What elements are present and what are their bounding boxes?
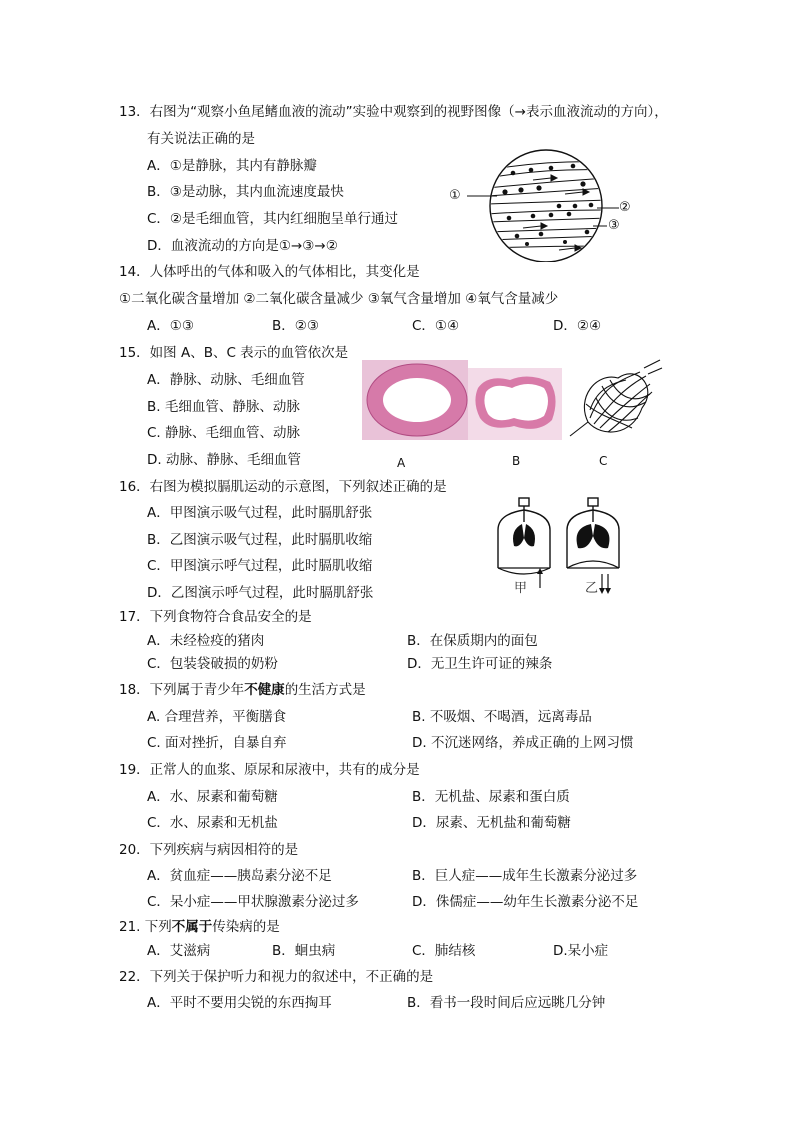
q16-option-a: A．甲图演示吸气过程，此时膈肌舒张 (147, 505, 373, 521)
q19-stem: 19．正常人的血浆、原尿和尿液中，共有的成分是 (119, 762, 420, 778)
q18-option-c: C. 面对挫折，自暴自弃 (147, 735, 287, 751)
q14-items: ①二氧化碳含量增加 ②二氧化碳含量减少 ③氧气含量增加 ④氧气含量减少 (119, 291, 559, 307)
q18-stem-post: 的生活方式是 (284, 682, 366, 698)
fig-label-1: ① (449, 188, 461, 203)
q18-stem (119, 681, 366, 699)
q21-stem-post: 传染病的是 (212, 919, 280, 935)
blood-flow-figure (447, 148, 637, 262)
q14-option-a: A．①③ (147, 318, 194, 334)
q14-option-d: D．②④ (553, 318, 602, 334)
q16-option-b: B．乙图演示吸气过程，此时膈肌收缩 (147, 532, 373, 548)
q21-option-a: A．艾滋病 (147, 943, 211, 959)
q18-option-b: B. 不吸烟、不喝酒，远离毒品 (412, 709, 592, 725)
q13-option-a: A．①是静脉，其内有静脉瓣 (147, 158, 317, 174)
q22-option-a: A．平时不要用尖锐的东西掏耳 (147, 995, 332, 1011)
fig-label-3: ③ (608, 218, 620, 233)
q17-option-d: D．无卫生许可证的辣条 (407, 656, 553, 672)
q19-option-b: B．无机盐、尿素和蛋白质 (412, 789, 570, 805)
q15-stem: 15．如图 A、B、C 表示的血管依次是 (119, 345, 349, 361)
q15-option-b: B. 毛细血管、静脉、动脉 (147, 399, 300, 415)
q17-option-b: B．在保质期内的面包 (407, 633, 538, 649)
q13-option-b: B．③是动脉，其内血流速度最快 (147, 184, 344, 200)
q13-stem-line2: 有关说法正确的是 (147, 131, 255, 147)
q22-stem: 22．下列关于保护听力和视力的叙述中，不正确的是 (119, 969, 434, 985)
q19-option-a: A．水、尿素和葡萄糖 (147, 789, 278, 805)
q19-option-d: D．尿素、无机盐和葡萄糖 (412, 815, 571, 831)
q16-option-c: C．甲图演示呼气过程，此时膈肌收缩 (147, 558, 373, 574)
q21-stem (119, 918, 280, 936)
q18-stem-bold: 不健康 (244, 682, 285, 698)
figure-jia-label: 甲 (514, 581, 528, 596)
q18-option-d: D. 不沉迷网络，养成正确的上网习惯 (412, 735, 634, 751)
q16-stem: 16．右图为模拟膈肌运动的示意图，下列叙述正确的是 (119, 479, 447, 495)
q20-option-d: D．侏儒症——幼年生长激素分泌不足 (412, 894, 639, 910)
q17-stem: 17．下列食物符合食品安全的是 (119, 609, 312, 625)
q18-stem-pre: 18．下列属于青少年 (119, 682, 245, 698)
q22-option-b: B．看书一段时间后应远眺几分钟 (407, 995, 606, 1011)
vessel-a-label: A (397, 456, 406, 470)
fig-label-2: ② (619, 200, 631, 215)
q21-option-d: D.呆小症 (553, 943, 609, 959)
q21-stem-bold: 不属于 (171, 919, 213, 935)
q21-option-c: C．肺结核 (412, 943, 476, 959)
q16-option-d: D．乙图演示呼气过程，此时膈肌舒张 (147, 585, 374, 601)
q20-stem: 20．下列疾病与病因相符的是 (119, 842, 299, 858)
vessel-b-image (468, 368, 562, 440)
q13-option-c: C．②是毛细血管，其内红细胞呈单行通过 (147, 211, 399, 227)
vessel-b-label: B (512, 454, 521, 468)
q15-option-d: D. 动脉、静脉、毛细血管 (147, 452, 301, 468)
q13-stem-line1: 13．右图为“观察小鱼尾鳍血液的流动”实验中观察到的视野图像（→表示血液流动的方向）， (119, 104, 668, 120)
q15-option-a: A．静脉、动脉、毛细血管 (147, 372, 305, 388)
vessel-a-image (362, 360, 468, 440)
q19-option-c: C．水、尿素和无机盐 (147, 815, 278, 831)
q15-option-c: C. 静脉、毛细血管、动脉 (147, 425, 301, 441)
q14-option-c: C．①④ (412, 318, 460, 334)
q17-option-c: C．包装袋破损的奶粉 (147, 656, 278, 672)
vessel-c-image (566, 358, 664, 442)
q14-stem: 14．人体呼出的气体和吸入的气体相比，其变化是 (119, 264, 420, 280)
q20-option-b: B．巨人症——成年生长激素分泌过多 (412, 868, 638, 884)
q21-stem-pre: 21. 下列 (119, 919, 172, 935)
figure-yi-label: 乙 (585, 581, 599, 596)
q18-option-a: A. 合理营养，平衡膳食 (147, 709, 287, 725)
q17-option-a: A．未经检疫的猪肉 (147, 633, 265, 649)
q20-option-a: A．贫血症——胰岛素分泌不足 (147, 868, 332, 884)
diaphragm-model-figure (492, 496, 632, 598)
q20-option-c: C．呆小症——甲状腺激素分泌过多 (147, 894, 359, 910)
q21-option-b: B．蛔虫病 (272, 943, 336, 959)
vessel-c-label: C (599, 454, 608, 468)
q14-option-b: B．②③ (272, 318, 319, 334)
q13-option-d: D．血液流动的方向是①→③→② (147, 238, 338, 254)
